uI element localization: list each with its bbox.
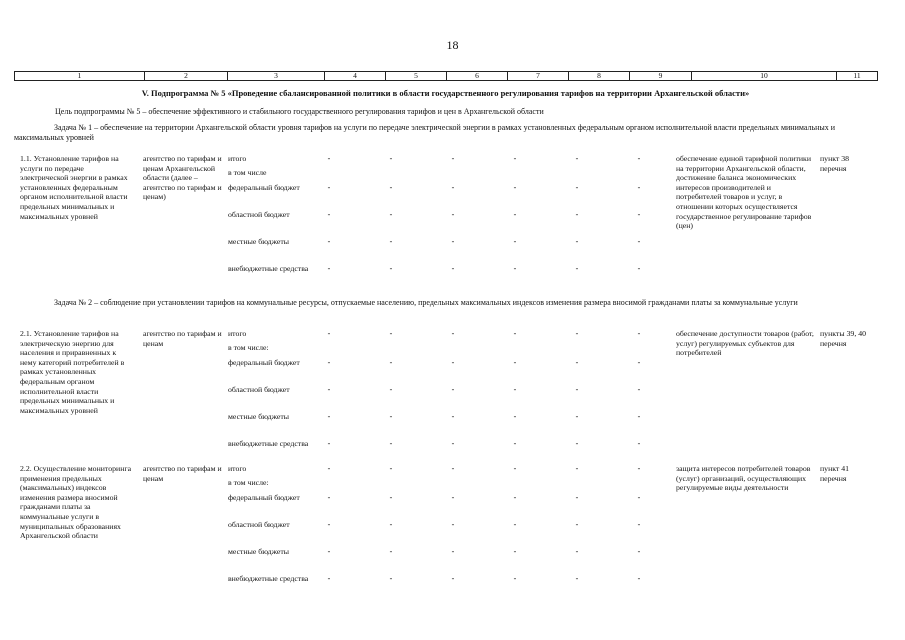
page-number: 18 [446, 38, 459, 52]
column-number-1: 1 [15, 72, 145, 81]
column-number-8: 8 [569, 72, 630, 81]
funding-source: в том числе: [228, 478, 269, 487]
empty-value-dash: - [513, 520, 517, 529]
executor-text: агентство по тарифам и ценам [143, 329, 222, 348]
funding-source: федеральный бюджет [228, 183, 300, 192]
task-1-text: Задача № 1 – обеспечение на территории Архангельской области уровня тарифов на услуги по передаче электрической энергии в рамках установленных федеральным органом исполнительной власти предельных минимальных и максимальных уровней [14, 123, 836, 142]
column-number-5: 5 [386, 72, 447, 81]
executor-text: агентство по тарифам и ценам [143, 464, 222, 483]
empty-value-dash: - [327, 358, 331, 367]
empty-value-dash: - [327, 493, 331, 502]
funding-source: внебюджетные средства [228, 574, 309, 583]
funding-source: внебюджетные средства [228, 264, 309, 273]
empty-value-dash: - [513, 439, 517, 448]
empty-value-dash: - [451, 547, 455, 556]
expected-result-text: защита интересов потребителей товаров (услуг) организаций, осуществляющих регулируемые виды деятельности [676, 464, 811, 493]
empty-value-dash: - [389, 183, 393, 192]
empty-value-dash: - [575, 520, 579, 529]
funding-source: федеральный бюджет [228, 358, 300, 367]
funding-source: областной бюджет [228, 210, 290, 219]
empty-value-dash: - [389, 329, 393, 338]
expected-result-text: обеспечение единой тарифной политики на территории Архангельской области, достижение баланса экономических интересов производителей и потребителей товаров и услуг, в отношении которых осуществляется государственное регулирование тарифов (цен) [676, 154, 812, 231]
empty-value-dash: - [327, 439, 331, 448]
column-number-4: 4 [325, 72, 386, 81]
list-reference-text: пункт 38 перечня [820, 154, 850, 173]
empty-value-dash: - [637, 183, 641, 192]
empty-value-dash: - [451, 264, 455, 273]
funding-source: итого [228, 154, 247, 163]
empty-value-dash: - [389, 237, 393, 246]
empty-value-dash: - [513, 385, 517, 394]
empty-value-dash: - [451, 464, 455, 473]
empty-value-dash: - [327, 183, 331, 192]
empty-value-dash: - [451, 385, 455, 394]
empty-value-dash: - [513, 329, 517, 338]
empty-value-dash: - [451, 493, 455, 502]
empty-value-dash: - [637, 154, 641, 163]
empty-value-dash: - [389, 547, 393, 556]
empty-value-dash: - [327, 264, 331, 273]
empty-value-dash: - [575, 464, 579, 473]
empty-value-dash: - [575, 547, 579, 556]
measure-text: 2.2. Осуществление мониторинга применения предельных (максимальных) индексов изменения размера вносимой гражданами платы за коммунальные услуги в муниципальных образованиях Архангельской области [20, 464, 132, 541]
empty-value-dash: - [389, 520, 393, 529]
empty-value-dash: - [637, 329, 641, 338]
funding-source: местные бюджеты [228, 412, 290, 421]
empty-value-dash: - [451, 154, 455, 163]
funding-source: итого [228, 329, 247, 338]
empty-value-dash: - [451, 520, 455, 529]
empty-value-dash: - [575, 237, 579, 246]
empty-value-dash: - [327, 237, 331, 246]
empty-value-dash: - [389, 358, 393, 367]
empty-value-dash: - [513, 464, 517, 473]
empty-value-dash: - [513, 574, 517, 583]
empty-value-dash: - [575, 439, 579, 448]
empty-value-dash: - [513, 210, 517, 219]
empty-value-dash: - [575, 264, 579, 273]
empty-value-dash: - [513, 493, 517, 502]
empty-value-dash: - [637, 412, 641, 421]
empty-value-dash: - [575, 493, 579, 502]
funding-source: в том числе [228, 168, 267, 177]
empty-value-dash: - [327, 464, 331, 473]
empty-value-dash: - [637, 493, 641, 502]
column-number-6: 6 [447, 72, 508, 81]
empty-value-dash: - [637, 264, 641, 273]
empty-value-dash: - [389, 464, 393, 473]
empty-value-dash: - [513, 264, 517, 273]
empty-value-dash: - [575, 183, 579, 192]
section-title: V. Подпрограмма № 5 «Проведение сбалансированной политики в области государственного регулирования тарифов на территории Архангельской области» [141, 88, 750, 98]
executor-text: агентство по тарифам и ценам Архангельской области (далее – агентство по тарифам и ценам) [143, 154, 222, 202]
list-reference-text: пункты 39, 40 перечня [820, 329, 867, 348]
empty-value-dash: - [637, 385, 641, 394]
empty-value-dash: - [637, 358, 641, 367]
empty-value-dash: - [451, 237, 455, 246]
empty-value-dash: - [389, 574, 393, 583]
funding-source: в том числе: [228, 343, 269, 352]
column-number-2: 2 [145, 72, 228, 81]
empty-value-dash: - [575, 154, 579, 163]
column-number-3: 3 [228, 72, 325, 81]
empty-value-dash: - [575, 210, 579, 219]
empty-value-dash: - [389, 439, 393, 448]
empty-value-dash: - [327, 385, 331, 394]
measure-text: 2.1. Установление тарифов на электрическую энергию для населения и приравненных к нему категорий потребителей в рамках установленных федеральным органом исполнительной власти предельных минимальных и максимальных уровней [20, 329, 125, 415]
empty-value-dash: - [637, 520, 641, 529]
funding-source: внебюджетные средства [228, 439, 309, 448]
empty-value-dash: - [513, 358, 517, 367]
empty-value-dash: - [451, 358, 455, 367]
empty-value-dash: - [637, 237, 641, 246]
task-2-text: Задача № 2 – соблюдение при установлении тарифов на коммунальные ресурсы, отпускаемые населению, предельных максимальных индексов изменения размера вносимой гражданами платы за коммунальные услуги [54, 298, 798, 307]
funding-source: областной бюджет [228, 385, 290, 394]
column-number-7: 7 [508, 72, 569, 81]
empty-value-dash: - [513, 154, 517, 163]
empty-value-dash: - [575, 574, 579, 583]
empty-value-dash: - [389, 385, 393, 394]
empty-value-dash: - [575, 358, 579, 367]
empty-value-dash: - [637, 547, 641, 556]
column-number-header [14, 71, 878, 81]
empty-value-dash: - [451, 439, 455, 448]
empty-value-dash: - [575, 329, 579, 338]
empty-value-dash: - [327, 412, 331, 421]
empty-value-dash: - [575, 412, 579, 421]
empty-value-dash: - [389, 412, 393, 421]
empty-value-dash: - [327, 547, 331, 556]
column-number-9: 9 [630, 72, 692, 81]
goal-text: Цель подпрограммы № 5 – обеспечение эффективного и стабильного государственного регулирования тарифов и цен в Архангельской области [55, 107, 544, 116]
empty-value-dash: - [451, 412, 455, 421]
empty-value-dash: - [327, 329, 331, 338]
empty-value-dash: - [327, 520, 331, 529]
empty-value-dash: - [451, 329, 455, 338]
empty-value-dash: - [451, 183, 455, 192]
empty-value-dash: - [327, 210, 331, 219]
column-number-11: 11 [837, 72, 878, 81]
empty-value-dash: - [389, 154, 393, 163]
column-number-10: 10 [692, 72, 837, 81]
empty-value-dash: - [637, 439, 641, 448]
measure-text: 1.1. Установление тарифов на услуги по передаче электрической энергии в рамках установленных федеральным органом исполнительной власти предельных минимальных и максимальных уровней [20, 154, 128, 221]
empty-value-dash: - [513, 547, 517, 556]
funding-source: областной бюджет [228, 520, 290, 529]
empty-value-dash: - [451, 574, 455, 583]
empty-value-dash: - [389, 210, 393, 219]
empty-value-dash: - [327, 154, 331, 163]
empty-value-dash: - [389, 264, 393, 273]
empty-value-dash: - [637, 210, 641, 219]
expected-result-text: обеспечение доступности товаров (работ, услуг) регулируемых субъектов для потребителей [676, 329, 814, 358]
list-reference-text: пункт 41 перечня [820, 464, 850, 483]
empty-value-dash: - [513, 183, 517, 192]
funding-source: итого [228, 464, 247, 473]
funding-source: местные бюджеты [228, 237, 290, 246]
empty-value-dash: - [575, 385, 579, 394]
empty-value-dash: - [637, 574, 641, 583]
empty-value-dash: - [389, 493, 393, 502]
empty-value-dash: - [451, 210, 455, 219]
funding-source: федеральный бюджет [228, 493, 300, 502]
empty-value-dash: - [513, 237, 517, 246]
funding-source: местные бюджеты [228, 547, 290, 556]
empty-value-dash: - [513, 412, 517, 421]
empty-value-dash: - [637, 464, 641, 473]
empty-value-dash: - [327, 574, 331, 583]
